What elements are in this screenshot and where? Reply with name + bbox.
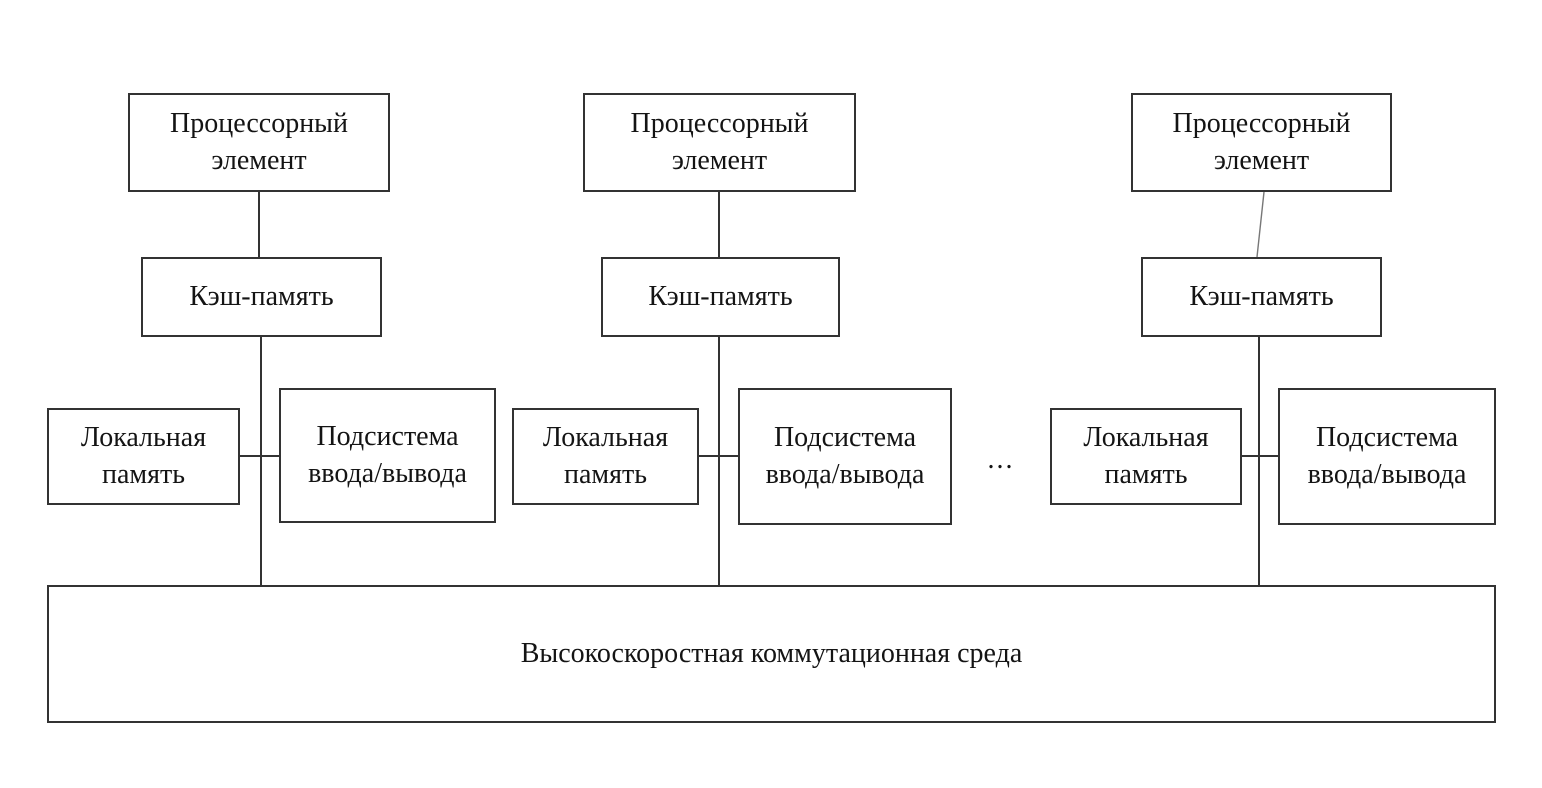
- local-memory-box-3: [1050, 408, 1242, 505]
- ellipsis-more-elements: ...: [987, 444, 1015, 475]
- local-memory-label-1: Локальная память: [80, 421, 207, 490]
- cache-memory-box-2: [601, 257, 840, 337]
- processor-element-box-2: [583, 93, 856, 192]
- local-memory-label-3: Локальная память: [1083, 421, 1209, 490]
- processor-element-box-1: [128, 93, 390, 192]
- local-memory-label-2: Локальная память: [542, 421, 669, 490]
- interconnect-bus-box: [47, 585, 1496, 723]
- io-subsystem-box-2: [738, 388, 952, 525]
- io-subsystem-label-1: Подсистема ввода/вывода: [308, 420, 467, 489]
- io-subsystem-label-2: Подсистема ввода/вывода: [765, 421, 925, 490]
- processor-element-box-3: [1131, 93, 1392, 192]
- interconnect-bus-label: Высокоскоростная коммутационная среда: [520, 637, 1023, 669]
- cache-memory-box-1: [141, 257, 382, 337]
- processor-element-label-2: Процессорный элемент: [630, 107, 809, 176]
- io-subsystem-box-1: [279, 388, 496, 523]
- cache-memory-box-3: [1141, 257, 1382, 337]
- io-subsystem-box-3: [1278, 388, 1496, 525]
- local-memory-box-1: [47, 408, 240, 505]
- processor-element-label-1: Процессорный элемент: [170, 107, 348, 176]
- cache-memory-label-3: Кэш-память: [1189, 280, 1334, 312]
- io-subsystem-label-3: Подсистема ввода/вывода: [1307, 421, 1467, 490]
- local-memory-box-2: [512, 408, 699, 505]
- connector-line: [1257, 192, 1264, 257]
- cache-memory-label-1: Кэш-память: [189, 280, 334, 312]
- processor-element-label-3: Процессорный элемент: [1172, 107, 1351, 176]
- cache-memory-label-2: Кэш-память: [648, 280, 793, 312]
